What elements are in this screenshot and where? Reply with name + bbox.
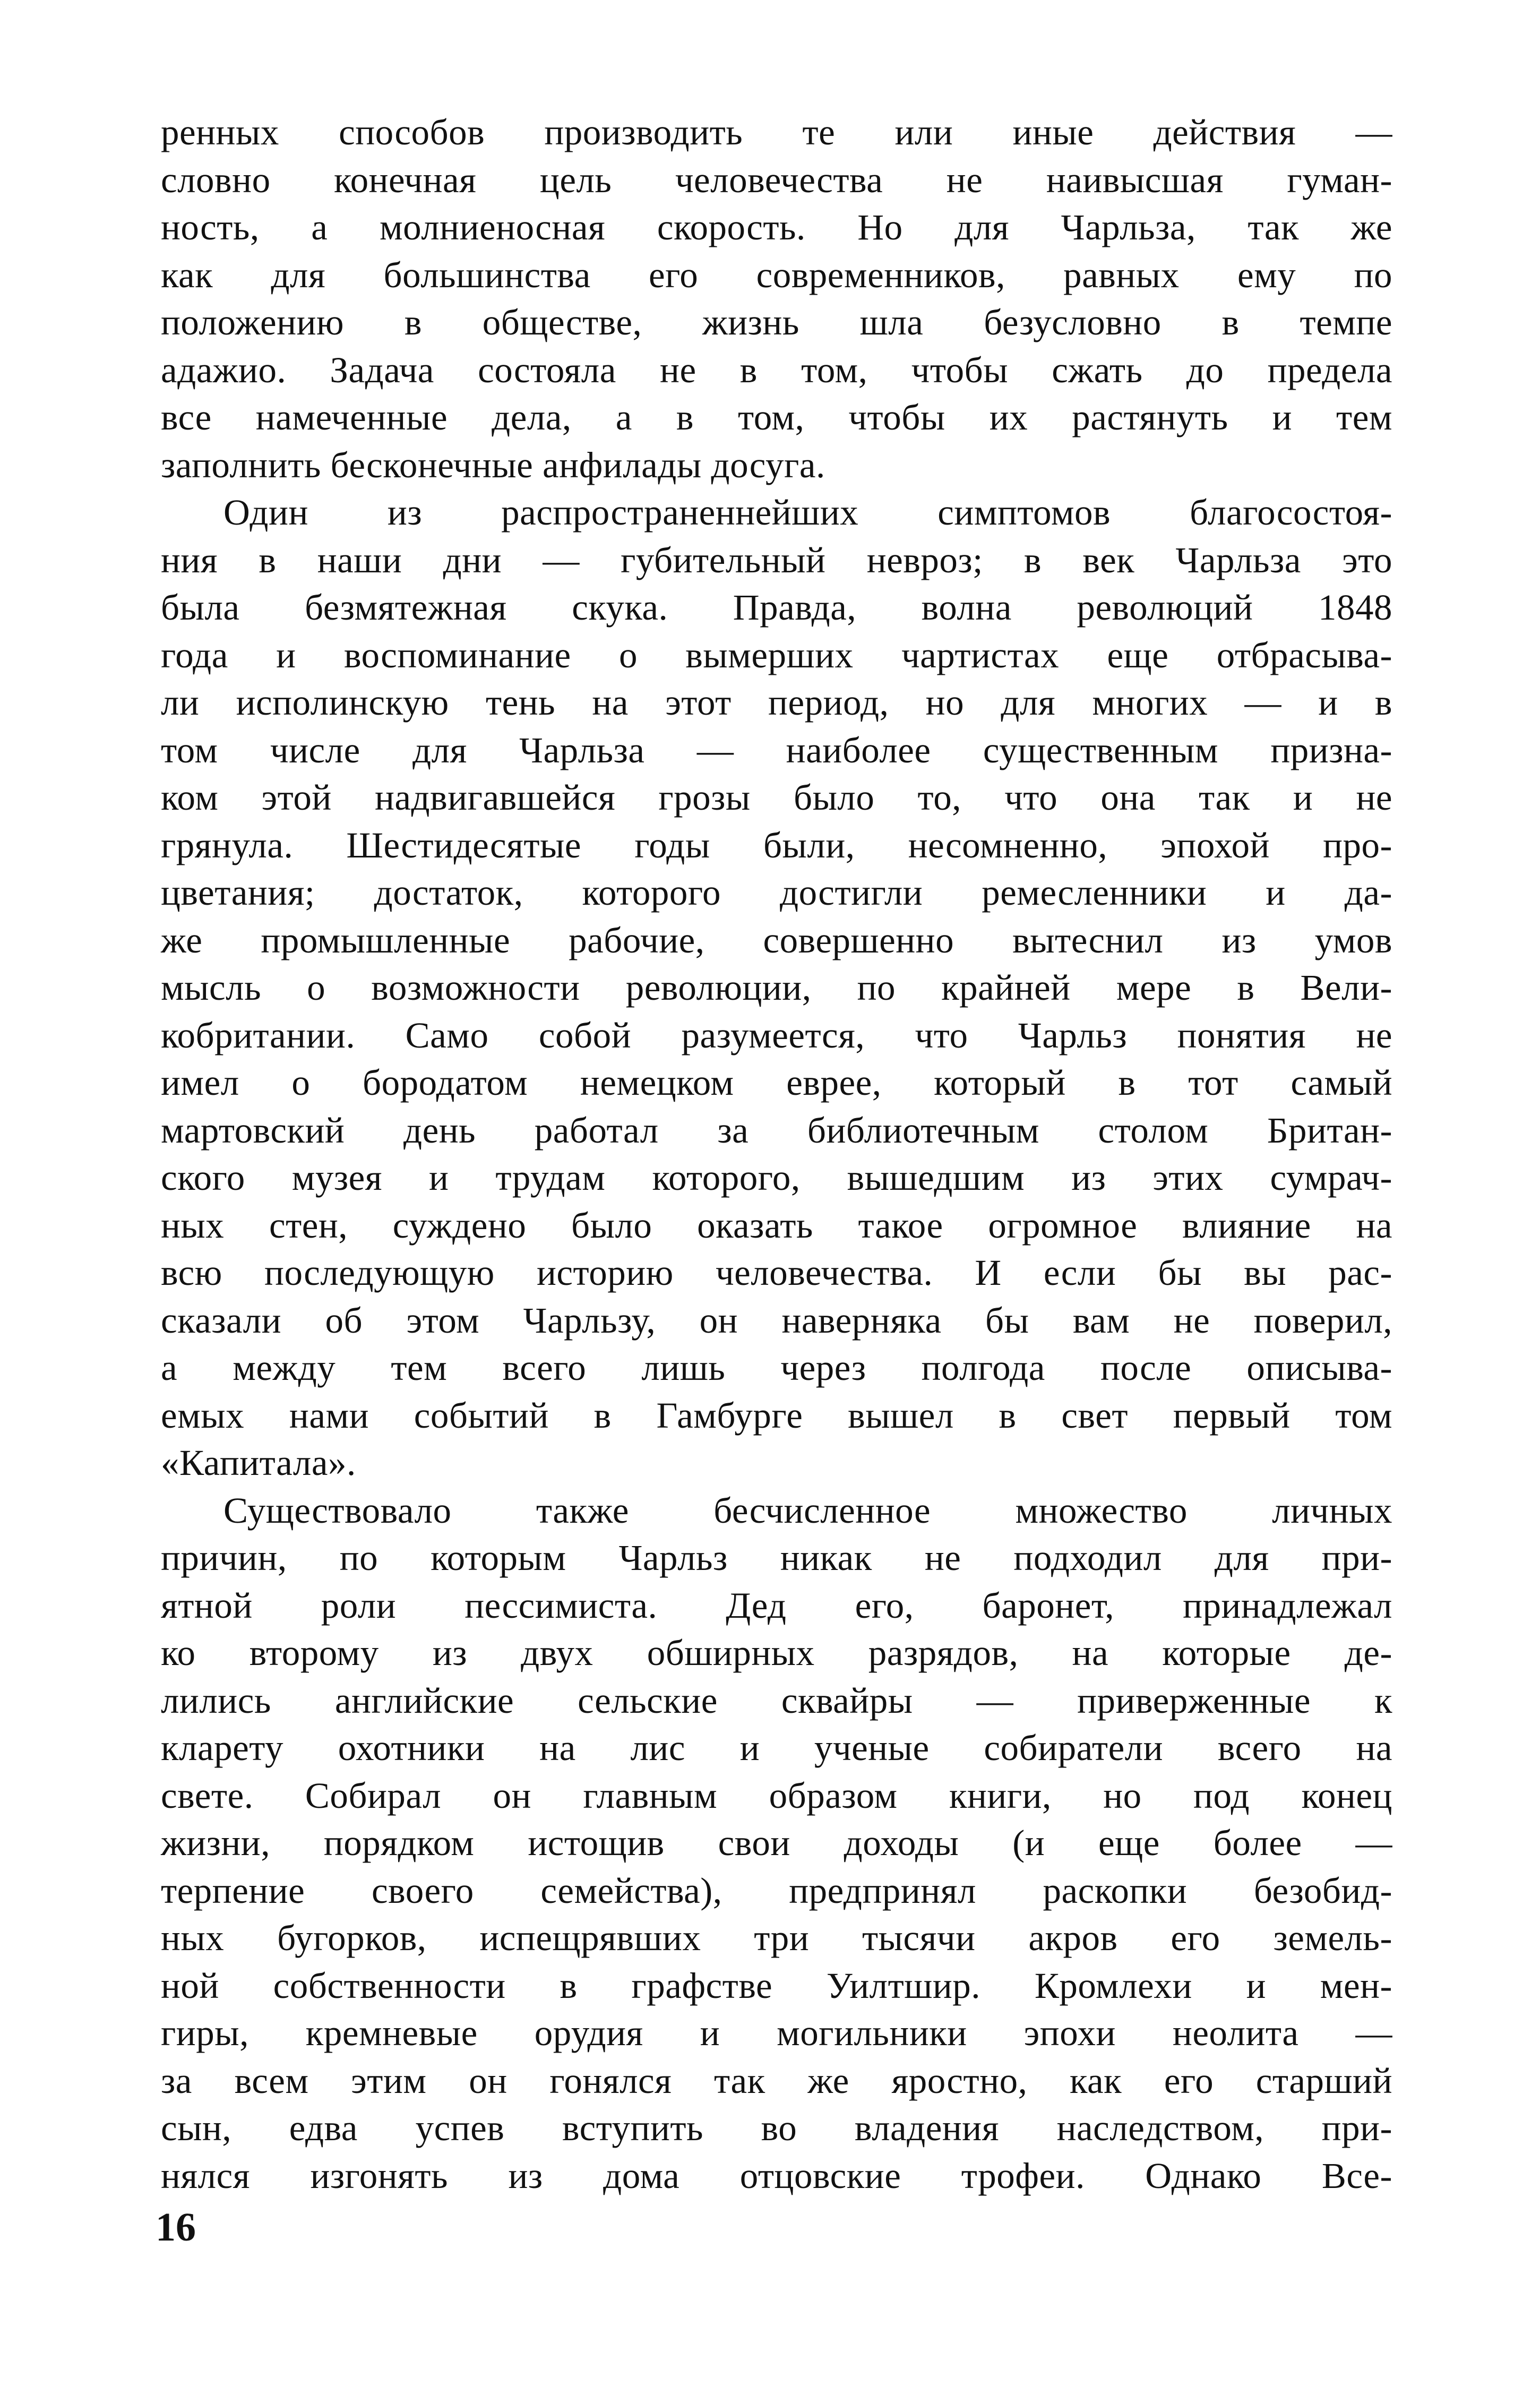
text-line: же промышленные рабочие, совершенно вытеснил из умов <box>161 920 1392 960</box>
page-text <box>161 109 1392 2200</box>
text-line: грянула. Шестидесятые годы были, несомненно, эпохой про- <box>161 825 1392 865</box>
text-line: ренных способов производить те или иные действия — <box>161 112 1392 152</box>
paragraph <box>161 109 1392 489</box>
text-line: года и воспоминание о вымерших чартистах еще отбрасыва- <box>161 634 1392 675</box>
text-line: заполнить бесконечные анфилады досуга. <box>161 444 825 485</box>
text-line: имел о бородатом немецком еврее, который в тот самый <box>161 1062 1392 1103</box>
text-line: причин, по которым Чарльз никак не подходил для при- <box>161 1538 1392 1578</box>
text-line: ского музея и трудам которого, вышедшим из этих сумрач- <box>161 1157 1392 1198</box>
text-line: положению в обществе, жизнь шла безусловно в темпе <box>161 302 1392 342</box>
text-line: свете. Собирал он главным образом книги, но под конец <box>161 1775 1392 1816</box>
text-line: кобритании. Само собой разумеется, что Чарльз понятия не <box>161 1015 1392 1055</box>
text-line: ли исполинскую тень на этот период, но для многих — и в <box>161 682 1392 723</box>
text-line: кларету охотники на лис и ученые собиратели всего на <box>161 1728 1392 1768</box>
text-line: «Капитала». <box>161 1443 356 1483</box>
text-line: нялся изгонять из дома отцовские трофеи. Однако Все- <box>161 2155 1392 2196</box>
text-line: сказали об этом Чарльзу, он наверняка бы вам не поверил, <box>161 1300 1392 1341</box>
paragraph <box>161 489 1392 1487</box>
text-line: мартовский день работал за библиотечным столом Британ- <box>161 1110 1392 1151</box>
text-line: цветания; достаток, которого достигли ремесленники и да- <box>161 872 1392 913</box>
text-line: а между тем всего лишь через полгода после описыва- <box>161 1348 1392 1388</box>
paragraph <box>161 1487 1392 2200</box>
text-line: была безмятежная скука. Правда, волна революций 1848 <box>161 587 1392 628</box>
text-line: ния в наши дни — губительный невроз; в век Чарльза это <box>161 539 1392 580</box>
text-line: Один из распространеннейших симптомов благосостоя- <box>223 492 1392 533</box>
text-line: мысль о возможности революции, по крайней мере в Вели- <box>161 967 1392 1008</box>
text-line: за всем этим он гонялся так же яростно, как его старший <box>161 2060 1392 2101</box>
text-line: ных стен, суждено было оказать такое огромное влияние на <box>161 1205 1392 1246</box>
text-line: жизни, порядком истощив свои доходы (и еще более — <box>161 1823 1392 1863</box>
text-line: как для большинства его современников, равных ему по <box>161 254 1392 295</box>
text-line: словно конечная цель человечества не наивысшая гуман- <box>161 159 1392 200</box>
page-number: 16 <box>156 2205 196 2250</box>
text-line: терпение своего семейства), предпринял раскопки безобид- <box>161 1870 1392 1911</box>
text-line: ком этой надвигавшейся грозы было то, что она так и не <box>161 777 1392 818</box>
text-line: все намеченные дела, а в том, чтобы их растянуть и тем <box>161 397 1392 437</box>
text-line: ных бугорков, испещрявших три тысячи акров его земель- <box>161 1918 1392 1958</box>
text-line: адажио. Задача состояла не в том, чтобы сжать до предела <box>161 349 1392 390</box>
text-line: ной собственности в графстве Уилтшир. Кромлехи и мен- <box>161 1965 1392 2006</box>
text-line: Существовало также бесчисленное множество личных <box>223 1490 1392 1531</box>
text-line: сын, едва успев вступить во владения наследством, при- <box>161 2108 1392 2148</box>
text-line: гиры, кремневые орудия и могильники эпохи неолита — <box>161 2013 1392 2053</box>
text-line: емых нами событий в Гамбурге вышел в свет первый том <box>161 1395 1392 1436</box>
text-line: лились английские сельские сквайры — приверженные к <box>161 1680 1392 1721</box>
text-line: том числе для Чарльза — наиболее существенным призна- <box>161 730 1392 770</box>
text-line: всю последующую историю человечества. И если бы вы рас- <box>161 1252 1392 1293</box>
text-line: ко второму из двух обширных разрядов, на которые де- <box>161 1633 1392 1673</box>
text-line: ятной роли пессимиста. Дед его, баронет, принадлежал <box>161 1585 1392 1626</box>
text-line: ность, а молниеносная скорость. Но для Чарльза, так же <box>161 207 1392 247</box>
